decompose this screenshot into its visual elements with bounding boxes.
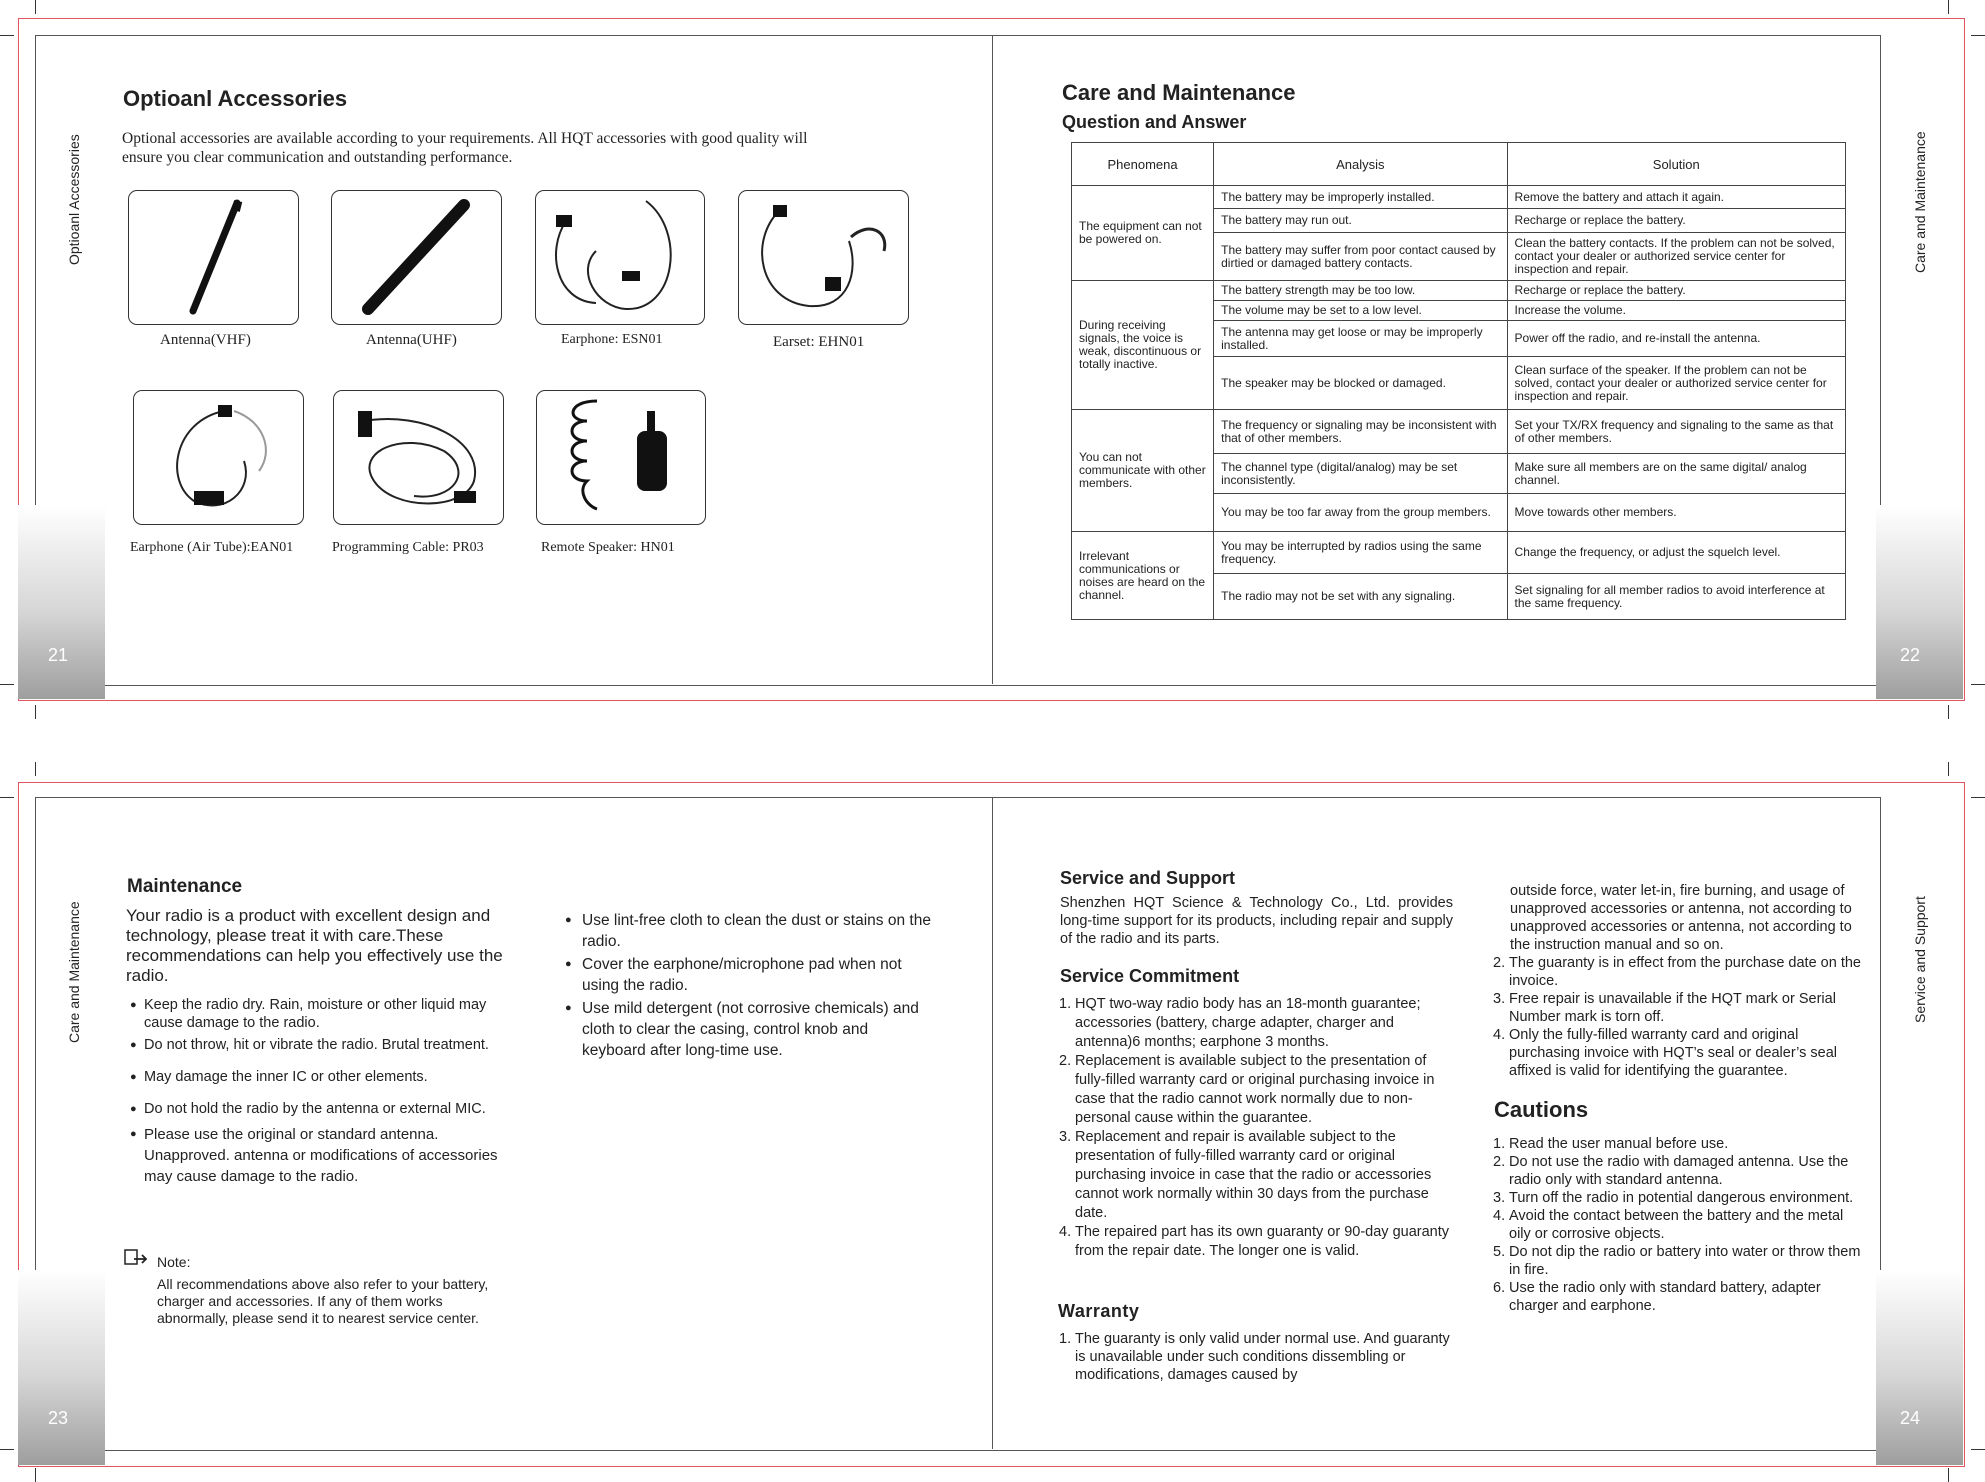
- list-item: ● Cover the earphone/microphone pad when not using the radio.: [565, 954, 935, 996]
- table-row: [1072, 410, 1846, 454]
- list-item: ● Use lint-free cloth to clean the dust or stains on the radio.: [565, 910, 935, 952]
- crop-mark: [0, 797, 14, 798]
- section-title: Service Commitment: [1060, 966, 1240, 986]
- solution-cell: Recharge or replace the battery.: [1507, 281, 1845, 301]
- section-title: Service and Support: [1060, 868, 1236, 888]
- crop-mark: [0, 35, 14, 36]
- page-title: Maintenance: [127, 876, 243, 897]
- list-item: 2. Do not use the radio with damaged antenna. Use the radio only with standard antenna.: [1493, 1154, 1849, 1188]
- phenomena-cell: During receiving signals, the voice is weak, discontinuous or totally inactive.: [1072, 281, 1214, 410]
- table-row: [1072, 186, 1846, 209]
- section-subtitle: Question and Answer: [1062, 112, 1247, 132]
- solution-cell: Make sure all members are on the same digital/ analog channel.: [1507, 454, 1845, 494]
- page-title: Optioanl Accessories: [123, 86, 348, 111]
- warranty-continued: [1493, 882, 1863, 1080]
- accessory-caption: Programming Cable: PR03: [332, 540, 484, 555]
- earphone-air-tube-image: [133, 390, 304, 525]
- list-item: 3. Free repair is unavailable if the HQT mark or Serial Number mark is torn off.: [1493, 991, 1836, 1025]
- list-item: 1. HQT two-way radio body has an 18-month guarantee; accessories (battery, charge adapter, charger and antenna)6 months; earphone 3 months.: [1059, 996, 1421, 1050]
- page-number: 23: [48, 1408, 69, 1428]
- page-tab-23: [18, 1270, 105, 1465]
- analysis-cell: The antenna may get loose or may be improperly installed.: [1214, 321, 1507, 357]
- list-item: ● Do not hold the radio by the antenna or external MIC.: [130, 1100, 510, 1118]
- analysis-cell: You may be interrupted by radios using the same frequency.: [1214, 532, 1507, 574]
- crop-mark: [0, 684, 14, 685]
- list-item: ● Please use the original or standard antenna. Unapproved. antenna or modifications of accessories may cause damage to the radio.: [130, 1124, 510, 1187]
- warranty-first: [1059, 1330, 1454, 1384]
- side-running-header: Service and Support: [1912, 896, 1928, 1023]
- phenomena-cell: The equipment can not be powered on.: [1072, 186, 1214, 281]
- accessory-caption: Antenna(UHF): [366, 332, 457, 348]
- qa-header-row: [1072, 143, 1846, 186]
- list-item: 2. The guaranty is in effect from the purchase date on the invoice.: [1493, 955, 1861, 989]
- antenna-vhf-image: [128, 190, 299, 325]
- list-item: 6. Use the radio only with standard battery, adapter charger and earphone.: [1493, 1280, 1821, 1314]
- accessory-caption: Earphone (Air Tube):EAN01: [130, 540, 294, 555]
- solution-cell: Move towards other members.: [1507, 494, 1845, 532]
- list-item: 1. The guaranty is only valid under normal use. And guaranty is unavailable under such conditions dissembling or modifications, damages caused by: [1059, 1331, 1450, 1383]
- page-number: 21: [48, 645, 69, 665]
- list-item: ● Use mild detergent (not corrosive chemicals) and cloth to clear the casing, control knob and keyboard after long-time use.: [565, 998, 935, 1061]
- qa-table: [1071, 142, 1846, 620]
- analysis-cell: The battery may be improperly installed.: [1214, 186, 1507, 209]
- qa-header-phenomena: Phenomena: [1072, 143, 1214, 186]
- intro-text: [122, 129, 942, 167]
- solution-cell: Increase the volume.: [1507, 301, 1845, 321]
- maintenance-intro: Your radio is a product with excellent design and technology, please treat it with care.These recommendations can help you effectively use the radio.: [126, 906, 503, 985]
- list-item: 4. The repaired part has its own guaranty or 90-day guaranty from the repair date. The longer one is valid.: [1059, 1224, 1449, 1259]
- accessory-caption: Earset: EHN01: [773, 334, 865, 350]
- intro-line: Optional accessories are available according to your requirements. All HQT accessories with good quality will: [122, 130, 808, 147]
- list-item: 5. Do not dip the radio or battery into water or throw them in fire.: [1493, 1244, 1861, 1278]
- solution-cell: Remove the battery and attach it again.: [1507, 186, 1845, 209]
- crop-mark: [35, 1468, 36, 1482]
- analysis-cell: The channel type (digital/analog) may be set inconsistently.: [1214, 454, 1507, 494]
- side-running-header: Care and Maintenance: [66, 901, 82, 1043]
- solution-cell: Power off the radio, and re-install the antenna.: [1507, 321, 1845, 357]
- bottom-fold-line: [992, 797, 993, 1449]
- note-label: Note:: [157, 1254, 191, 1270]
- list-item: 4. Only the fully-filled warranty card and original purchasing invoice with HQT’s seal or dealer’s seal affixed is valid for identifying the guarantee.: [1493, 1027, 1838, 1079]
- crop-mark: [1948, 762, 1949, 776]
- qa-header-solution: Solution: [1507, 143, 1845, 186]
- list-item: 3. Replacement and repair is available subject to the presentation of fully-filled warranty card or original purchasing invoice in case that the radio or accessories cannot work normally within 30 days from the purchase date.: [1059, 1129, 1432, 1221]
- warranty-continuation: outside force, water let-in, fire burning, and usage of unapproved accessories or antenna, not according to unapproved accessories or antenna, not according to the instruction manual and so on.: [1510, 883, 1852, 953]
- commitment-list: [1059, 995, 1454, 1261]
- page-tab-24: [1876, 1270, 1963, 1465]
- analysis-cell: The frequency or signaling may be inconsistent with that of other members.: [1214, 410, 1507, 454]
- page-number: 24: [1900, 1408, 1921, 1428]
- crop-mark: [35, 705, 36, 719]
- list-item: 1. Read the user manual before use.: [1493, 1136, 1729, 1152]
- note-icon: [124, 1249, 150, 1267]
- earset-ehn01-image: [738, 190, 909, 325]
- crop-mark: [1971, 1449, 1985, 1450]
- page-title: Care and Maintenance: [1062, 80, 1296, 105]
- accessory-caption: Remote Speaker: HN01: [541, 540, 675, 555]
- phenomena-cell: You can not communicate with other members.: [1072, 410, 1214, 532]
- crop-mark: [1948, 1468, 1949, 1482]
- analysis-cell: The speaker may be blocked or damaged.: [1214, 357, 1507, 410]
- qa-header-analysis: Analysis: [1214, 143, 1507, 186]
- list-item: ● Do not throw, hit or vibrate the radio. Brutal treatment.: [130, 1036, 510, 1054]
- service-text: Shenzhen HQT Science & Technology Co., Ltd. provides long-time support for its products, including repair and supply of the radio and its parts.: [1060, 895, 1453, 947]
- phenomena-cell: Irrelevant communications or noises are heard on the channel.: [1072, 532, 1214, 620]
- crop-mark: [1948, 705, 1949, 719]
- crop-mark: [35, 762, 36, 776]
- analysis-cell: The radio may not be set with any signaling.: [1214, 574, 1507, 620]
- list-item: 2. Replacement is available subject to the presentation of fully-filled warranty card or original purchasing invoice in case that the radio cannot work normally due to non-personal cause within the guarantee.: [1059, 1053, 1435, 1126]
- crop-mark: [0, 1449, 14, 1450]
- analysis-cell: The volume may be set to a low level.: [1214, 301, 1507, 321]
- section-title: Cautions: [1494, 1097, 1589, 1122]
- solution-cell: Change the frequency, or adjust the squelch level.: [1507, 532, 1845, 574]
- antenna-uhf-image: [331, 190, 502, 325]
- cautions-list: [1493, 1135, 1863, 1315]
- crop-mark: [1971, 35, 1985, 36]
- list-item: ● Keep the radio dry. Rain, moisture or other liquid may cause damage to the radio.: [130, 996, 510, 1032]
- side-running-header: Care and Maintenance: [1912, 131, 1928, 273]
- solution-cell: Clean the battery contacts. If the problem can not be solved, contact your dealer or authorized service center for inspection and repair.: [1507, 233, 1845, 281]
- remote-speaker-image: [536, 390, 706, 525]
- note-text: All recommendations above also refer to your battery, charger and accessories. If any of them works abnormally, please send it to nearest service center.: [157, 1276, 489, 1326]
- table-row: [1072, 281, 1846, 301]
- accessory-caption: Antenna(VHF): [160, 332, 251, 348]
- earphone-esn01-image: [535, 190, 705, 325]
- crop-mark: [35, 0, 36, 14]
- crop-mark: [1971, 684, 1985, 685]
- side-running-header: Optioanl Accessories: [66, 134, 82, 265]
- list-item: 4. Avoid the contact between the battery and the metal oily or corrosive objects.: [1493, 1208, 1844, 1242]
- solution-cell: Clean surface of the speaker. If the problem can not be solved, contact your dealer or authorized service center for inspection and repair.: [1507, 357, 1845, 410]
- top-fold-line: [992, 35, 993, 684]
- intro-line: ensure you clear communication and outstanding performance.: [122, 149, 513, 166]
- page-tab-22: [1876, 505, 1963, 699]
- accessory-caption: Earphone: ESN01: [561, 332, 663, 347]
- table-row: [1072, 532, 1846, 574]
- crop-mark: [1971, 797, 1985, 798]
- page-tab-21: [18, 505, 105, 699]
- programming-cable-image: [333, 390, 504, 525]
- solution-cell: Set signaling for all member radios to avoid interference at the same frequency.: [1507, 574, 1845, 620]
- solution-cell: Recharge or replace the battery.: [1507, 209, 1845, 233]
- analysis-cell: The battery may suffer from poor contact caused by dirtied or damaged battery contacts.: [1214, 233, 1507, 281]
- crop-mark: [1948, 0, 1949, 14]
- list-item: 3. Turn off the radio in potential dangerous environment.: [1493, 1190, 1854, 1206]
- list-item: ● May damage the inner IC or other elements.: [130, 1068, 510, 1086]
- analysis-cell: You may be too far away from the group members.: [1214, 494, 1507, 532]
- section-title: Warranty: [1058, 1301, 1140, 1321]
- maintenance-tips-right: [565, 910, 935, 1061]
- solution-cell: Set your TX/RX frequency and signaling to the same as that of other members.: [1507, 410, 1845, 454]
- page-number: 22: [1900, 645, 1921, 665]
- maintenance-tips-left: [130, 996, 510, 1187]
- analysis-cell: The battery strength may be too low.: [1214, 281, 1507, 301]
- analysis-cell: The battery may run out.: [1214, 209, 1507, 233]
